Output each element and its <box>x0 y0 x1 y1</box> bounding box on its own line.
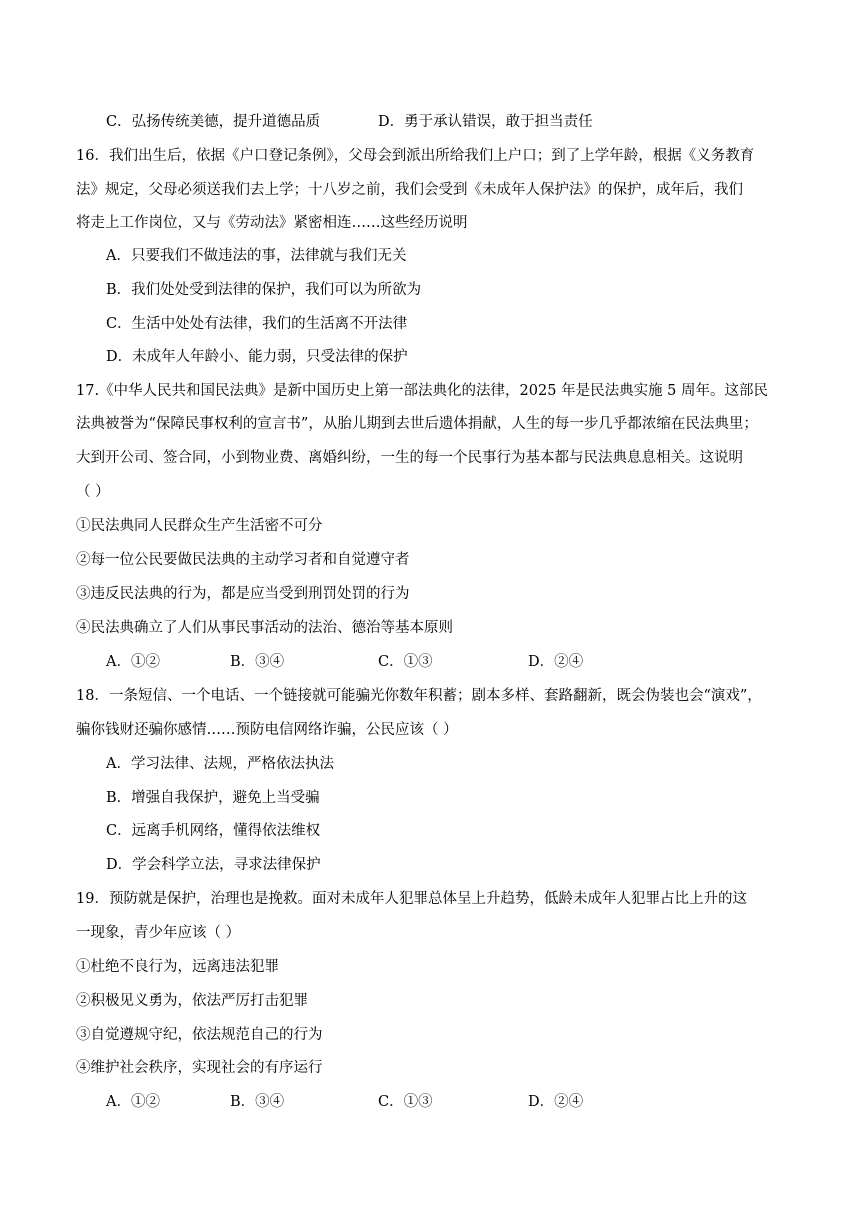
q17-statement-1: ①民法典同人民群众生产生活密不可分 <box>76 518 323 534</box>
q17-stem-line-1: 17.《中华人民共和国民法典》是新中国历史上第一部法典化的法律，2025 年是民法典实施 5 周年。这部民 <box>76 383 769 399</box>
q18-option-a: A．学习法律、法规，严格依法执法 <box>106 756 334 772</box>
q19-choice-a: A．①② <box>106 1094 160 1110</box>
q19-statement-4: ④维护社会秩序，实现社会的有序运行 <box>76 1060 323 1076</box>
q16-option-a: A．只要我们不做违法的事，法律就与我们无关 <box>106 248 407 264</box>
q18-stem-line-1: 18．一条短信、一个电话、一个链接就可能骗光你数年积蓄；剧本多样、套路翻新，既会伪装也会“演戏”， <box>76 688 762 704</box>
q17-statement-2: ②每一位公民要做民法典的主动学习者和自觉遵守者 <box>76 552 410 568</box>
q19-choice-d: D．②④ <box>528 1094 584 1110</box>
q19-statement-2: ②积极见义勇为，依法严厉打击犯罪 <box>76 993 308 1009</box>
q16-stem-line-3: 将走上工作岗位，又与《劳动法》紧密相连……这些经历说明 <box>76 215 468 231</box>
q17-choice-c: C．①③ <box>378 654 433 670</box>
q19-stem-line-1: 19．预防就是保护，治理也是挽救。面对未成年人犯罪总体呈上升趋势，低龄未成年人犯罪占比上升的这 <box>76 891 747 907</box>
q17-statement-4: ④民法典确立了人们从事民事活动的法治、德治等基本原则 <box>76 620 453 636</box>
q16-option-c: C．生活中处处有法律，我们的生活离不开法律 <box>106 316 408 332</box>
q17-answer-blank: （ ） <box>76 484 110 500</box>
q19-stem-line-2: 一现象，青少年应该（ ） <box>76 925 241 941</box>
q18-option-b: B．增强自我保护，避免上当受骗 <box>106 790 320 806</box>
q17-choice-d: D．②④ <box>528 654 584 670</box>
q17-stem-line-2: 法典被誉为“保障民事权利的宣言书”，从胎儿期到去世后遗体捐献，人生的每一步几乎都浓缩在民法典里； <box>76 416 758 432</box>
q15-option-d: D．勇于承认错误，敢于担当责任 <box>378 114 593 130</box>
q19-choice-c: C．①③ <box>378 1094 433 1110</box>
q15-option-c: C．弘扬传统美德，提升道德品质 <box>106 114 321 130</box>
q16-stem-line-1: 16．我们出生后，依据《户口登记条例》，父母会到派出所给我们上户口；到了上学年龄，根据《义务教育 <box>76 148 755 164</box>
q17-statement-3: ③违反民法典的行为，都是应当受到刑罚处罚的行为 <box>76 586 410 602</box>
q17-choice-a: A．①② <box>106 654 160 670</box>
q18-stem-line-2: 骗你钱财还骗你感情……预防电信网络诈骗，公民应该（ ） <box>76 722 458 738</box>
q18-option-d: D．学会科学立法，寻求法律保护 <box>106 857 321 873</box>
q16-stem-line-2: 法》规定，父母必须送我们去上学；十八岁之前，我们会受到《未成年人保护法》的保护，成年后，我们 <box>76 182 743 198</box>
q17-stem-line-3: 大到开公司、签合同，小到物业费、离婚纠纷，一生的每一个民事行为基本都与民法典息息相关。这说明 <box>76 450 743 466</box>
q19-statement-1: ①杜绝不良行为，远离违法犯罪 <box>76 959 279 975</box>
q16-option-d: D．未成年人年龄小、能力弱，只受法律的保护 <box>106 349 408 365</box>
q17-choice-b: B．③④ <box>230 654 285 670</box>
q19-choice-b: B．③④ <box>230 1094 285 1110</box>
q16-option-b: B．我们处处受到法律的保护，我们可以为所欲为 <box>106 282 422 298</box>
q19-statement-3: ③自觉遵规守纪，依法规范自己的行为 <box>76 1027 323 1043</box>
q18-option-c: C．远离手机网络，懂得依法维权 <box>106 823 321 839</box>
